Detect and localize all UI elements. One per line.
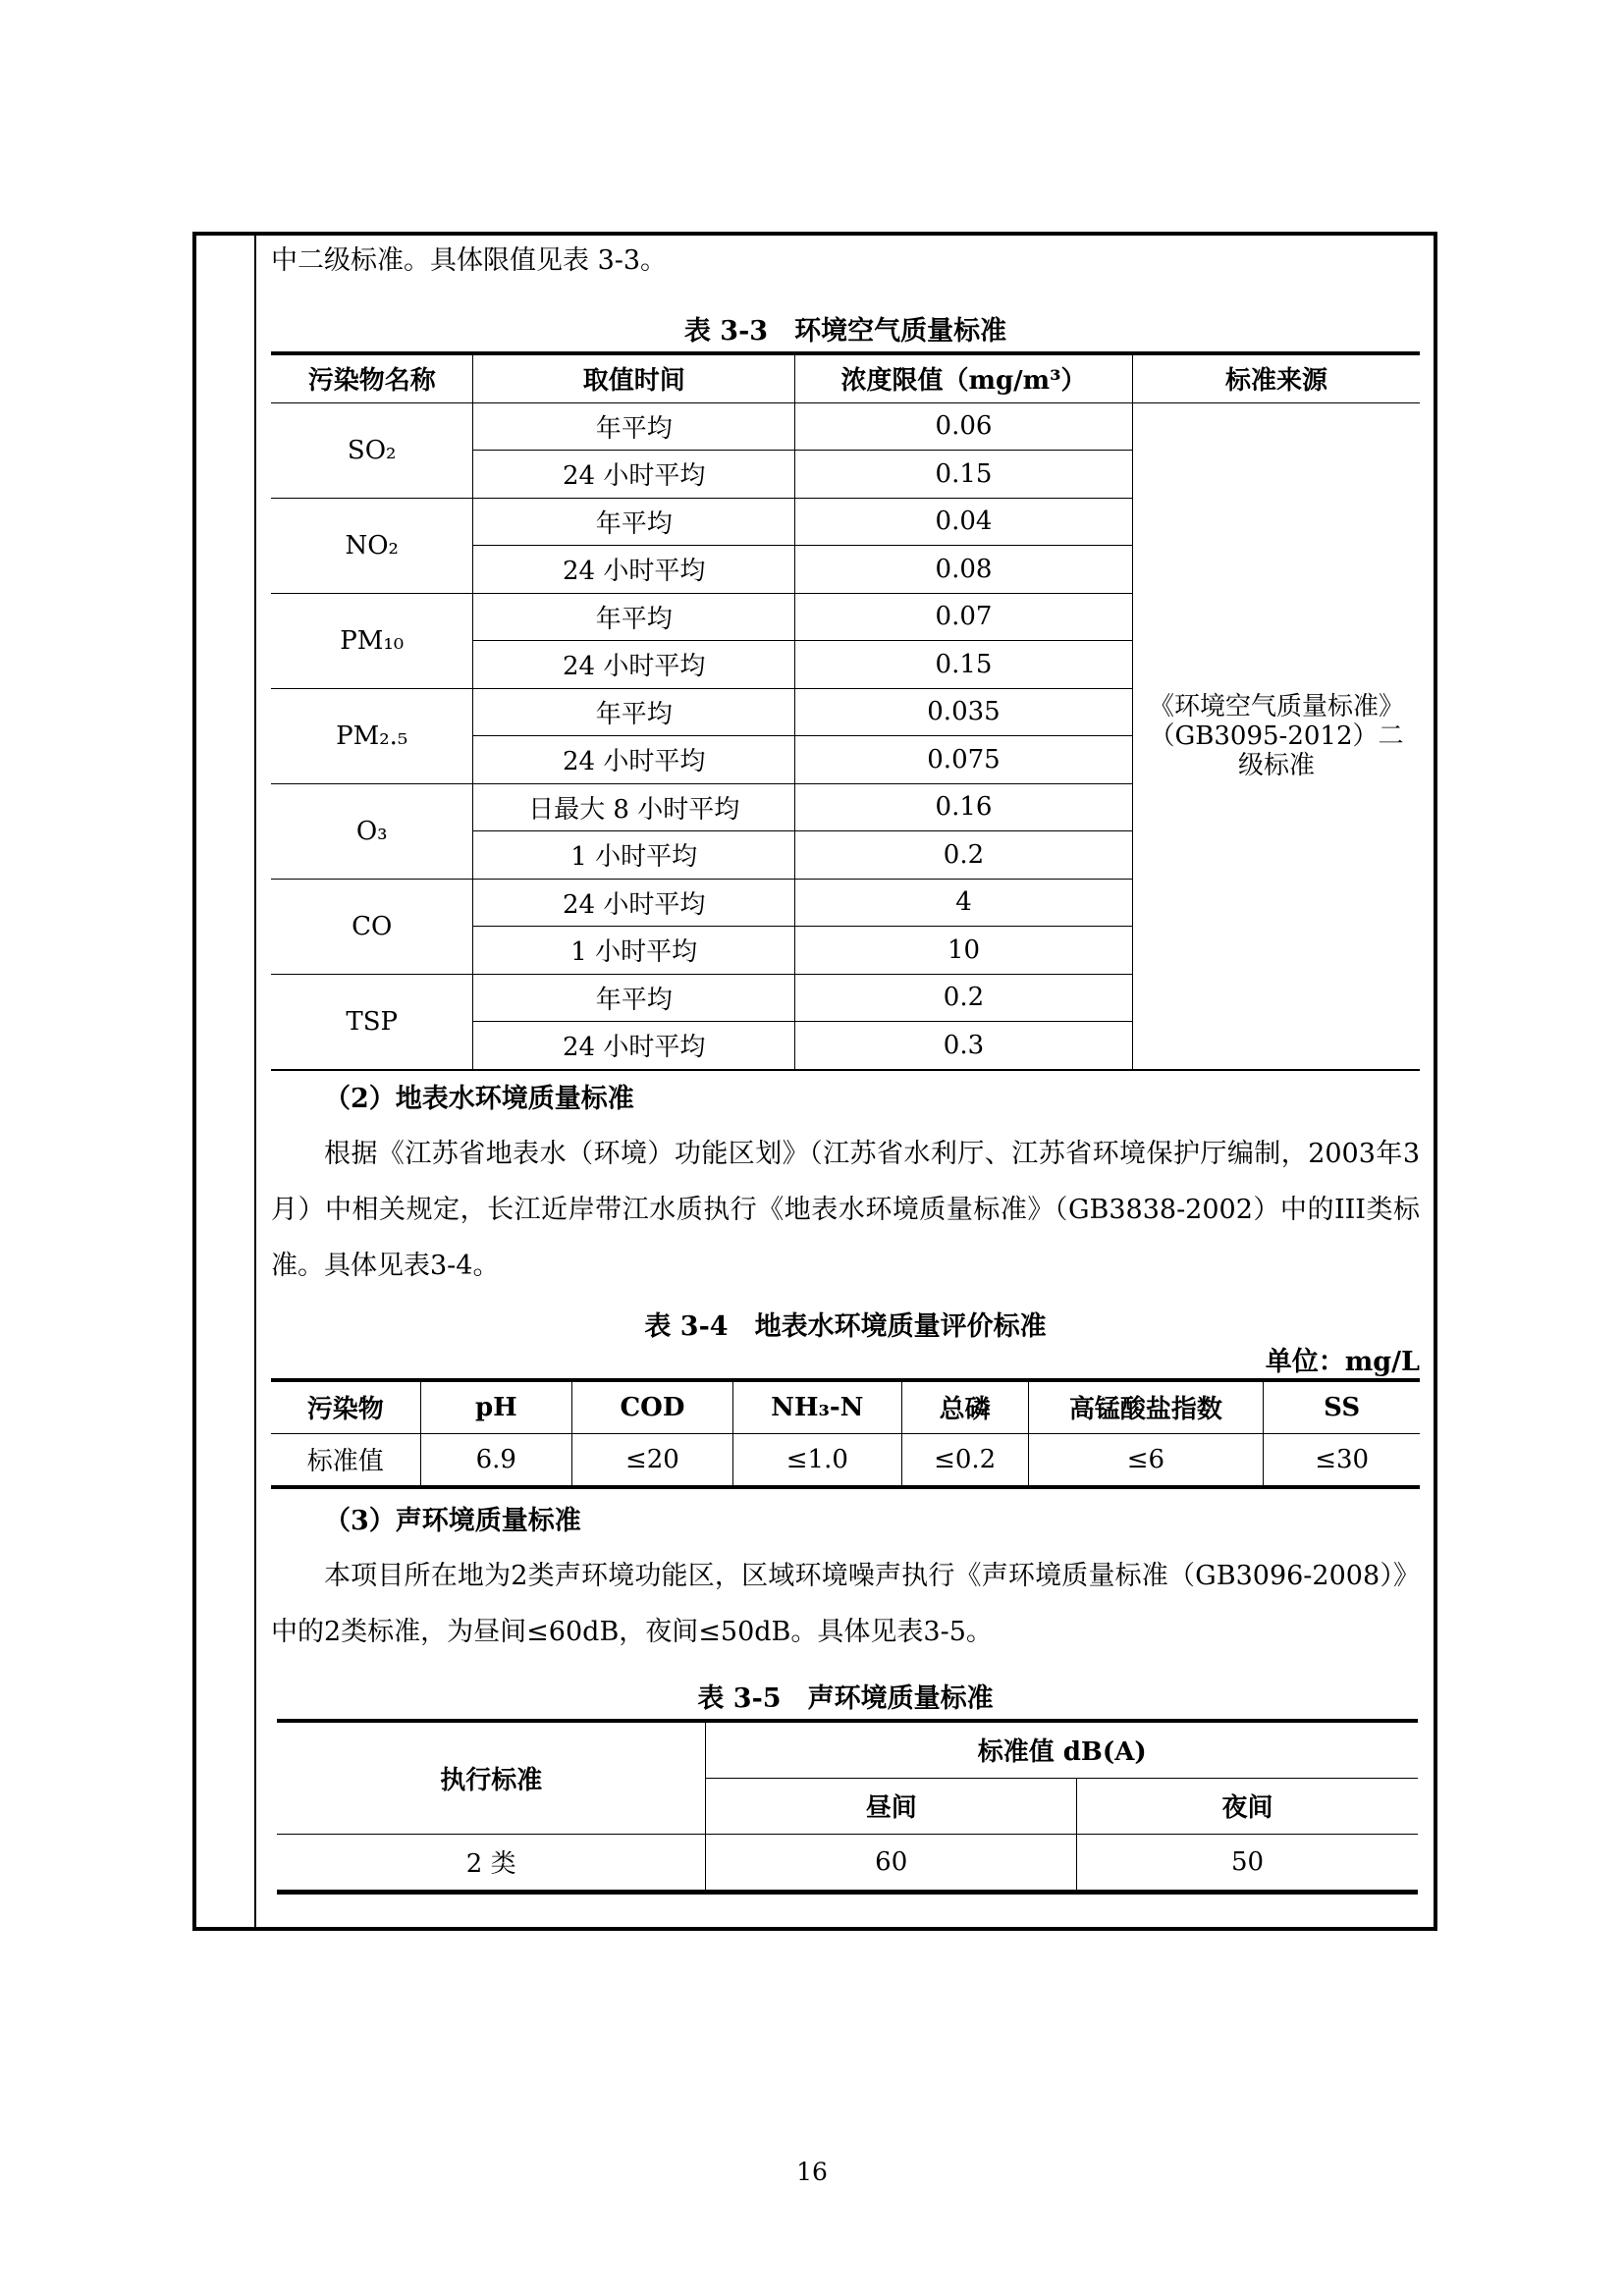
concentration-limit: 0.08 (795, 546, 1133, 594)
concentration-limit: 0.2 (795, 831, 1133, 880)
averaging-time: 1 小时平均 (473, 831, 795, 880)
table34-header-row (271, 1380, 1420, 1434)
pollutant-name: TSP (271, 974, 473, 1070)
averaging-time: 24 小时平均 (473, 546, 795, 594)
pollutant-name: SO₂ (271, 402, 473, 498)
table34-cell: ≤6 (1028, 1433, 1264, 1487)
page-number: 16 (796, 2158, 828, 2186)
table33-header-row (271, 353, 1420, 402)
table34-header: pH (420, 1380, 571, 1434)
table33-header: 标准来源 (1132, 353, 1420, 402)
table35-night-header: 夜间 (1077, 1778, 1418, 1834)
table35-data-row (277, 1834, 1418, 1892)
table33-header: 取值时间 (473, 353, 795, 402)
pollutant-name: PM₂.₅ (271, 688, 473, 783)
concentration-limit: 0.15 (795, 641, 1133, 689)
table34-header: 污染物 (271, 1380, 420, 1434)
table34-cell: 标准值 (271, 1433, 420, 1487)
table35-label: 2 类 (277, 1834, 706, 1892)
averaging-time: 年平均 (473, 593, 795, 641)
table34-unit: 单位：mg/L (1265, 1346, 1420, 1377)
averaging-time: 年平均 (473, 402, 795, 451)
concentration-limit: 0.075 (795, 736, 1133, 784)
averaging-time: 24 小时平均 (473, 451, 795, 499)
table35-header-row (277, 1721, 1418, 1779)
noise-standard-table (277, 1719, 1418, 1895)
averaging-time: 年平均 (473, 688, 795, 736)
concentration-limit: 10 (795, 927, 1133, 975)
averaging-time: 24 小时平均 (473, 736, 795, 784)
table34-cell: 6.9 (420, 1433, 571, 1487)
table34-cell: ≤0.2 (901, 1433, 1028, 1487)
concentration-limit: 0.2 (795, 974, 1133, 1022)
table35-day-value: 60 (706, 1834, 1077, 1892)
concentration-limit: 4 (795, 879, 1133, 927)
concentration-limit: 0.16 (795, 783, 1133, 831)
pollutant-name: CO (271, 879, 473, 974)
table35-day-header: 昼间 (706, 1778, 1077, 1834)
averaging-time: 24 小时平均 (473, 1022, 795, 1070)
standard-source: 《环境空气质量标准》（GB3095-2012）二级标准 (1132, 402, 1420, 1070)
section3-heading: （3）声环境质量标准 (324, 1505, 581, 1536)
content-area (271, 236, 1420, 1895)
table33-row (271, 402, 1420, 451)
table35-night-value: 50 (1077, 1834, 1418, 1892)
pollutant-name: O₃ (271, 783, 473, 879)
pollutant-name: PM₁₀ (271, 593, 473, 688)
concentration-limit: 0.06 (795, 402, 1133, 451)
table34-cell: ≤1.0 (732, 1433, 901, 1487)
averaging-time: 年平均 (473, 974, 795, 1022)
section3-paragraph: 本项目所在地为2类声环境功能区，区域环境噪声执行《声环境质量标准（GB3096-2008）》中的2类标准，为昼间≤60dB，夜间≤50dB。具体见表3-5。 (271, 1560, 1420, 1647)
averaging-time: 年平均 (473, 498, 795, 546)
table34-header: 总磷 (901, 1380, 1028, 1434)
table33-header: 浓度限值（mg/m³） (795, 353, 1133, 402)
concentration-limit: 0.15 (795, 451, 1133, 499)
section2-paragraph: 根据《江苏省地表水（环境）功能区划》（江苏省水利厅、江苏省环境保护厅编制，2003年3月）中相关规定，长江近岸带江水质执行《地表水环境质量标准》（GB3838-2002）中的III类标准。具体见表3-4。 (271, 1138, 1420, 1281)
table34-cell: ≤20 (572, 1433, 733, 1487)
averaging-time: 日最大 8 小时平均 (473, 783, 795, 831)
intro-line: 中二级标准。具体限值见表 3-3。 (271, 245, 668, 276)
concentration-limit: 0.3 (795, 1022, 1133, 1070)
concentration-limit: 0.07 (795, 593, 1133, 641)
averaging-time: 24 小时平均 (473, 879, 795, 927)
table34-caption: 表 3-4 地表水环境质量评价标准 (644, 1310, 1047, 1342)
table35-caption: 表 3-5 声环境质量标准 (697, 1682, 994, 1714)
frame-divider (254, 236, 256, 1927)
table33-caption: 表 3-3 环境空气质量标准 (683, 316, 1007, 347)
table34-data-row (271, 1433, 1420, 1487)
air-quality-table (271, 351, 1420, 1071)
averaging-time: 24 小时平均 (473, 641, 795, 689)
table34-header: 高锰酸盐指数 (1028, 1380, 1264, 1434)
table34-header: SS (1264, 1380, 1420, 1434)
concentration-limit: 0.04 (795, 498, 1133, 546)
table35-group-header: 标准值 dB(A) (706, 1721, 1418, 1779)
table33-header: 污染物名称 (271, 353, 473, 402)
surface-water-table (271, 1378, 1420, 1489)
averaging-time: 1 小时平均 (473, 927, 795, 975)
table34-header: NH₃-N (732, 1380, 901, 1434)
table35-col-header: 执行标准 (277, 1721, 706, 1835)
table34-cell: ≤30 (1264, 1433, 1420, 1487)
page-frame (192, 232, 1437, 1931)
table34-header: COD (572, 1380, 733, 1434)
pollutant-name: NO₂ (271, 498, 473, 593)
concentration-limit: 0.035 (795, 688, 1133, 736)
section2-heading: （2）地表水环境质量标准 (324, 1083, 634, 1114)
